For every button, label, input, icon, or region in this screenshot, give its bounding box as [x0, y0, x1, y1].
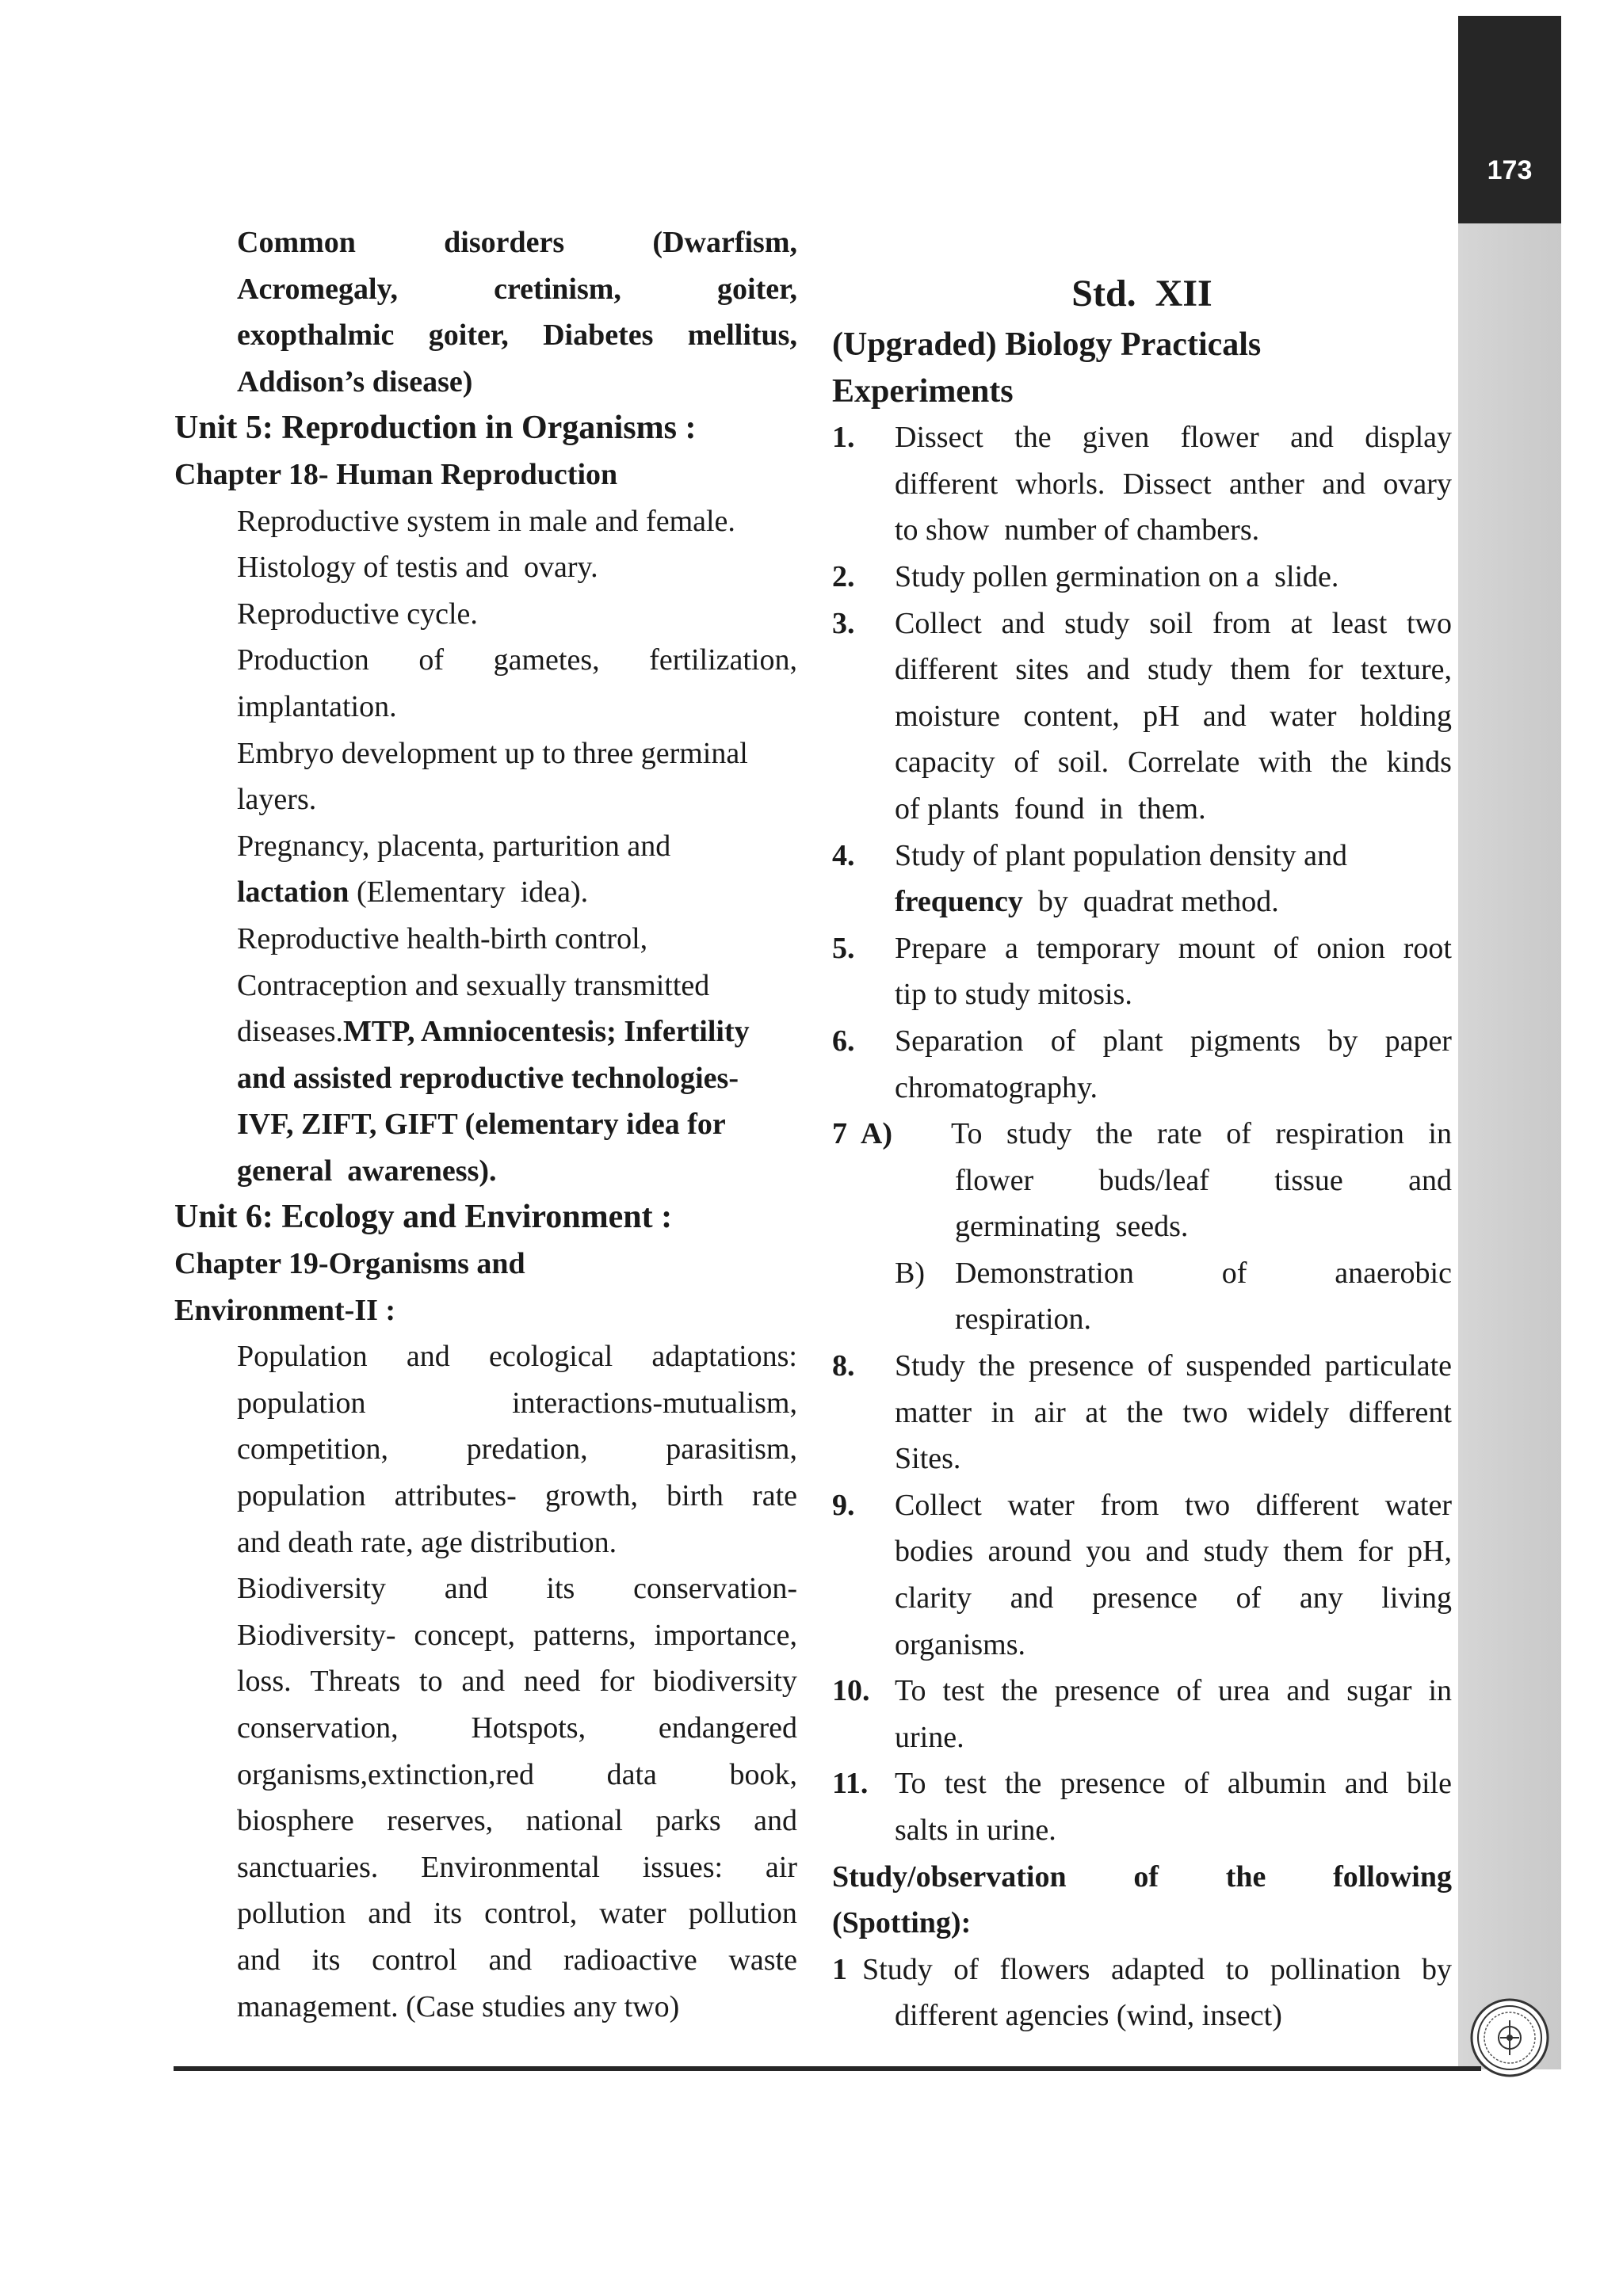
text-line: sanctuaries. Environmental issues: air [237, 1850, 797, 1884]
text-line: Addison’s disease) [237, 364, 473, 399]
experiment-7b-label: B) [895, 1256, 925, 1290]
text-line: Contraception and sexually transmitted [237, 968, 710, 1002]
text-line: To test the presence of urea and sugar in [895, 1674, 1452, 1708]
text-line: pollution and its control, water pollution [237, 1897, 797, 1931]
spot-item-number: 1 [832, 1952, 847, 1986]
text-line: Prepare a temporary mount of onion root [895, 931, 1452, 965]
text-line: general awareness). [237, 1154, 497, 1188]
experiment-7a-label: 7 A) [832, 1117, 892, 1151]
chapter18-title: Chapter 18- Human Reproduction [174, 457, 618, 491]
text-line: Study the presence of suspended particulate [895, 1349, 1452, 1383]
text-line: urine. [895, 1720, 964, 1754]
text-line: clarity and presence of any living [895, 1581, 1452, 1615]
text-line: Biodiversity and its conservation- [237, 1572, 797, 1606]
text-line: Collect water from two different water [895, 1488, 1452, 1522]
text-line: implantation. [237, 689, 397, 723]
experiment-number: 10. [832, 1674, 870, 1708]
page-number-tab [1458, 16, 1561, 223]
text-line: Study of flowers adapted to pollination by [862, 1952, 1452, 1986]
experiment-number: 5. [832, 931, 855, 965]
text-line: loss. Threats to and need for biodiversity [237, 1665, 797, 1699]
text-line: different sites and study them for texture, [895, 653, 1452, 687]
chapter19-title-1: Chapter 19-Organisms and [174, 1247, 525, 1281]
frequency-bold: frequency [895, 885, 1023, 919]
chapter18-bold-lines [174, 1055, 797, 1195]
text-line: Histology of testis and ovary. [237, 551, 598, 585]
text-line: Production of gametes, fertilization, [237, 643, 797, 677]
text-line: biosphere reserves, national parks and [237, 1804, 797, 1838]
experiment-4 [832, 833, 1452, 925]
text-line: to show number of chambers. [895, 513, 1260, 547]
experiment-3 [832, 601, 1452, 833]
text-line: bodies around you and study them for pH, [895, 1535, 1452, 1569]
text-line: Sites. [895, 1442, 961, 1476]
experiment-8 [832, 1343, 1452, 1482]
chapter18-lines-2 [174, 916, 797, 1009]
text-line: chromatography. [895, 1070, 1098, 1104]
text-line: To test the presence of albumin and bile [895, 1767, 1452, 1801]
text-line: organisms. [895, 1627, 1026, 1661]
spotting-heading-1 [832, 1854, 1452, 1901]
text-line: Pregnancy, placenta, parturition and [237, 829, 671, 863]
experiment-2 [832, 554, 1452, 601]
text-line: Demonstration of anaerobic [955, 1256, 1452, 1290]
text-line: Common disorders (Dwarfism, [237, 226, 797, 259]
spot-item-1 [832, 1947, 1452, 1993]
lactation-bold: lactation [237, 875, 349, 910]
lactation-line [174, 869, 797, 916]
text-line: To study the rate of respiration in [951, 1117, 1452, 1151]
text-line: Acromegaly, cretinism, goiter, [237, 272, 797, 306]
text-line: germinating seeds. [955, 1210, 1189, 1244]
std-title: Std. XII [1071, 273, 1212, 315]
experiment-9 [832, 1482, 1452, 1668]
text-line: IVF, ZIFT, GIFT (elementary idea for [237, 1108, 726, 1142]
experiment-text-line [895, 879, 1452, 925]
experiment-1 [832, 414, 1452, 554]
text-line: Reproductive cycle. [237, 597, 478, 631]
page-number: 173 [1487, 155, 1533, 185]
text-line: Study pollen germination on a slide. [895, 559, 1339, 593]
text-line: Population and ecological adaptations: [237, 1340, 797, 1374]
side-gradient-strip [1458, 223, 1561, 2069]
lactation-rest: (Elementary idea). [349, 875, 589, 910]
chapter19-lines [174, 1333, 797, 2030]
text-line: Reproductive health-birth control, [237, 921, 648, 955]
text-line: Biodiversity- concept, patterns, importance, [237, 1618, 797, 1652]
text-line: different whorls. Dissect anther and ovary [895, 467, 1452, 501]
text-line: Dissect the given flower and display [895, 421, 1452, 455]
experiment-number: 2. [832, 559, 855, 593]
text-line: and death rate, age distribution. [237, 1525, 617, 1559]
bottom-rule [174, 2066, 1481, 2071]
experiment-7 [832, 1111, 1452, 1343]
experiment-number: 6. [832, 1024, 855, 1058]
experiment-5 [832, 925, 1452, 1018]
text-line: exopthalmic goiter, Diabetes mellitus, [237, 318, 797, 353]
text-line: tip to study mitosis. [895, 978, 1132, 1012]
experiment-number: 3. [832, 606, 855, 640]
experiment-number: 1. [832, 421, 855, 455]
text-line: population interactions-mutualism, [237, 1386, 797, 1420]
text-line: Separation of plant pigments by paper [895, 1024, 1452, 1058]
text-line: Study/observation of the following [832, 1859, 1452, 1894]
text-line: capacity of soil. Correlate with the kinds [895, 746, 1452, 780]
text-line: respiration. [955, 1302, 1092, 1337]
experiments-heading: Experiments [832, 372, 1014, 410]
text-line: management. (Case studies any two) [237, 1989, 680, 2023]
text-line: salts in urine. [895, 1814, 1056, 1847]
intro-lines [174, 219, 797, 405]
left-column [174, 219, 797, 2030]
text-line: Collect and study soil from at least two [895, 606, 1452, 640]
chapter18-lines [174, 498, 797, 870]
text-line: conservation, Hotspots, endangered [237, 1711, 797, 1745]
experiment-number: 4. [832, 838, 855, 872]
text-line: and assisted reproductive technologies- [237, 1061, 739, 1095]
experiment-number: 11. [832, 1767, 869, 1801]
text-line: different agencies (wind, insect) [895, 1999, 1282, 2033]
diseases-line [174, 1009, 797, 1055]
text-line: and its control and radioactive waste [237, 1943, 797, 1977]
text-line: Embryo development up to three germinal [237, 736, 748, 770]
spotting-heading-2: (Spotting): [832, 1906, 972, 1940]
experiment-number: 8. [832, 1349, 855, 1383]
unit5-title: Unit 5: Reproduction in Organisms : [174, 410, 697, 447]
frequency-rest: by quadrat method. [1022, 885, 1279, 919]
text-line: matter in air at the two widely different [895, 1395, 1452, 1429]
experiment-10 [832, 1668, 1452, 1760]
text-line: of plants found in them. [895, 791, 1206, 826]
experiment-text-line: Study of plant population density and [895, 838, 1348, 872]
text-line: organisms,extinction,red data book, [237, 1757, 797, 1791]
diseases-bold: MTP, Amniocentesis; Infertility [343, 1015, 750, 1049]
practicals-subtitle: (Upgraded) Biology Practicals [832, 326, 1262, 363]
experiment-6 [832, 1018, 1452, 1111]
text-line: layers. [237, 783, 317, 817]
right-column [832, 266, 1452, 2039]
chapter19-title-2: Environment-II : [174, 1293, 396, 1327]
text-line: competition, predation, parasitism, [237, 1432, 797, 1466]
text-line: population attributes- growth, birth rate [237, 1479, 797, 1513]
text-line: Reproductive system in male and female. [237, 504, 735, 538]
text-line: moisture content, pH and water holding [895, 699, 1452, 733]
text-line: flower buds/leaf tissue and [955, 1163, 1452, 1197]
diseases-plain: diseases. [237, 1015, 344, 1049]
experiment-number: 9. [832, 1488, 855, 1522]
unit6-title: Unit 6: Ecology and Environment : [174, 1199, 673, 1236]
experiment-11 [832, 1760, 1452, 1853]
